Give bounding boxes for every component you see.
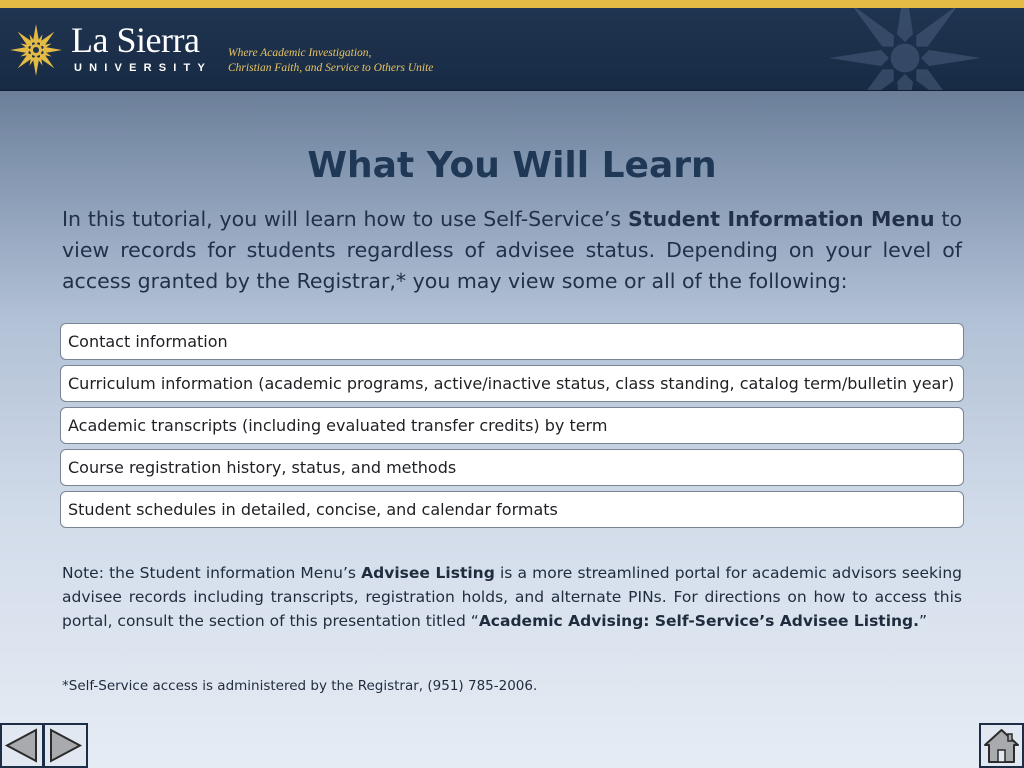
previous-slide-button[interactable] xyxy=(0,723,44,768)
motto xyxy=(228,46,433,76)
note-bold-advisee-listing: Advisee Listing xyxy=(361,564,495,582)
learning-items-list xyxy=(60,323,964,533)
list-item: Contact information xyxy=(60,323,964,360)
triangle-left-icon xyxy=(2,725,42,766)
note-text-3: ” xyxy=(919,612,928,630)
next-slide-button[interactable] xyxy=(43,723,88,768)
note-bold-section-title: Academic Advising: Self-Service’s Advisee Listing. xyxy=(478,612,920,630)
intro-text-after: to view records for students regardless of advisee status. Depending on your level of access granted by the Registrar,* you may view some or all of the following: xyxy=(62,207,963,293)
home-button[interactable] xyxy=(979,723,1024,768)
motto-line-2: Christian Faith, and Service to Others Unite xyxy=(228,62,434,74)
list-item: Academic transcripts (including evaluated transfer credits) by term xyxy=(60,407,964,444)
motto-line-1: Where Academic Investigation, xyxy=(228,47,372,59)
intro-text-before: In this tutorial, you will learn how to use Self-Service’s xyxy=(62,207,628,231)
list-item: Course registration history, status, and methods xyxy=(60,449,964,486)
page-title: What You Will Learn xyxy=(307,145,717,186)
intro-bold-term: Student Information Menu xyxy=(627,207,935,231)
note-text-2: is a more streamlined portal for academic advisors seeking advisee records including transcripts, registration holds, and alternate PINs. For directions on how to access this portal, consult the section of this presentation titled “ xyxy=(62,564,962,630)
footnote: *Self-Service access is administered by the Registrar, (951) 785-2006. xyxy=(62,678,538,694)
note-text-1: Note: the Student information Menu’s xyxy=(62,564,362,582)
home-icon xyxy=(981,725,1022,766)
sunburst-watermark-icon xyxy=(800,8,1010,91)
list-item: Curriculum information (academic programs, active/inactive status, class standing, catalog term/bulletin year) xyxy=(60,365,964,402)
list-item: Student schedules in detailed, concise, and calendar formats xyxy=(60,491,964,528)
sunburst-logo-icon xyxy=(9,23,63,77)
top-gold-bar xyxy=(0,0,1024,8)
logo-name: La Sierra xyxy=(71,20,200,60)
intro-paragraph xyxy=(62,204,962,297)
note-paragraph xyxy=(62,561,962,633)
logo-subtitle: UNIVERSITY xyxy=(74,62,213,74)
header-banner xyxy=(0,8,1024,91)
triangle-right-icon xyxy=(45,725,86,766)
